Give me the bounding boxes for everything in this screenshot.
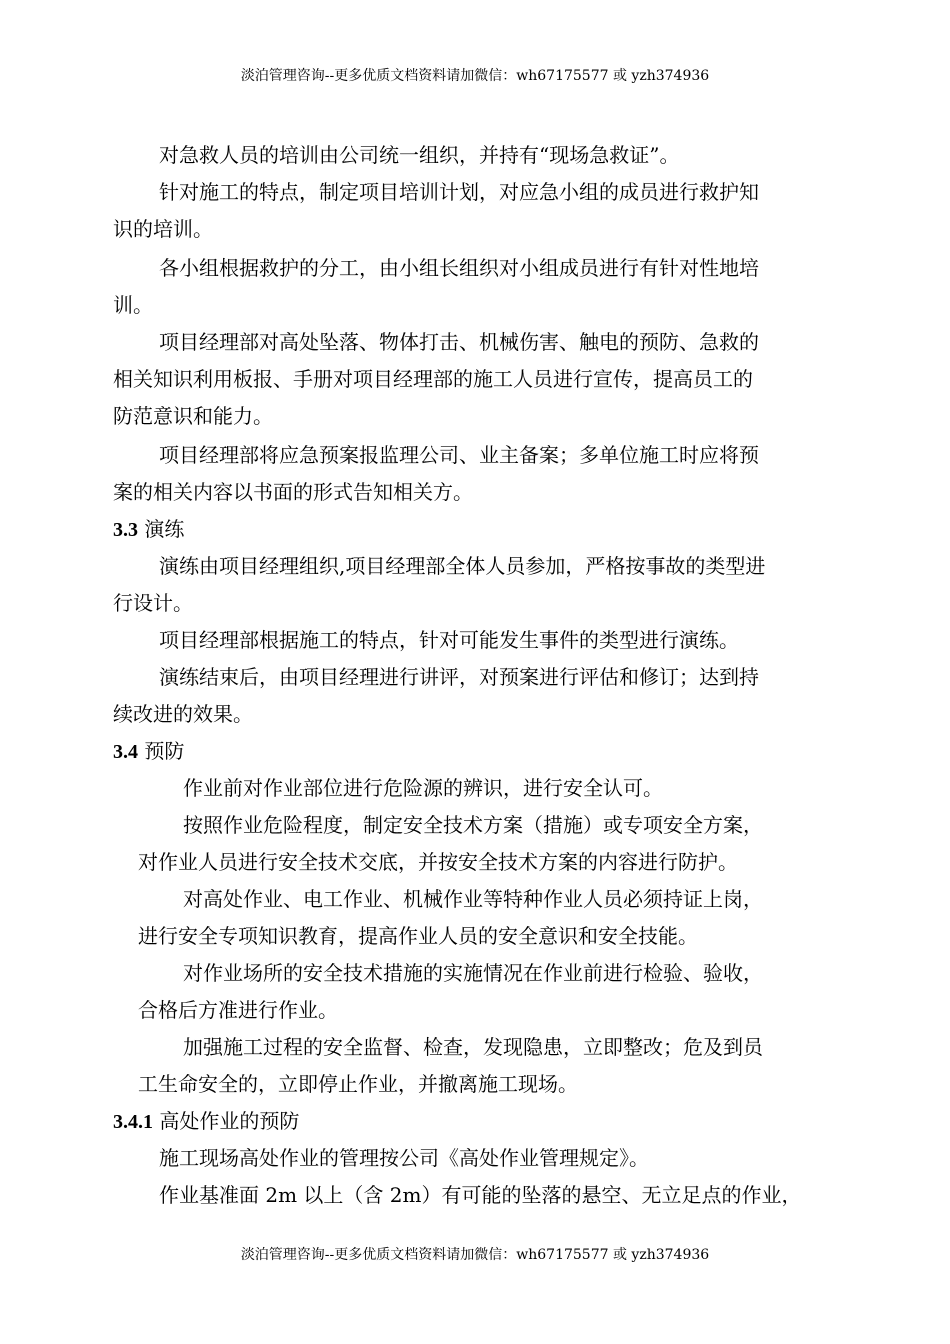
paragraph-line: 续改进的效果。	[113, 702, 253, 726]
paragraph-line: 对作业人员进行安全技术交底，并按安全技术方案的内容进行防护。	[138, 850, 738, 874]
paragraph-line: 识的培训。	[113, 217, 213, 241]
paragraph-line: 训。	[113, 293, 153, 317]
paragraph-line: 作业基准面 2m 以上（含 2m）有可能的坠落的悬空、无立足点的作业，	[159, 1183, 802, 1207]
paragraph-line: 演练由项目经理组织,项目经理部全体人员参加，严格按事故的类型进	[159, 554, 766, 578]
paragraph-line: 进行安全专项知识教育，提高作业人员的安全意识和安全技能。	[138, 924, 698, 948]
section-heading-3-4-1	[113, 1108, 299, 1136]
paragraph-line: 案的相关内容以书面的形式告知相关方。	[113, 480, 473, 504]
paragraph-line: 项目经理部将应急预案报监理公司、业主备案；多单位施工时应将预	[159, 443, 759, 467]
section-title: 高处作业的预防	[159, 1109, 300, 1133]
paragraph-line: 作业前对作业部位进行危险源的辨识，进行安全认可。	[183, 776, 663, 800]
paragraph-line: 施工现场高处作业的管理按公司《高处作业管理规定》。	[159, 1146, 649, 1170]
section-title: 预防	[144, 739, 185, 763]
paragraph-line: 工生命安全的，立即停止作业，并撤离施工现场。	[138, 1072, 578, 1096]
section-heading-3-4	[113, 738, 184, 766]
section-title: 演练	[144, 517, 185, 541]
paragraph-line: 相关知识利用板报、手册对项目经理部的施工人员进行宣传，提高员工的	[113, 367, 753, 391]
paragraph-line: 防范意识和能力。	[113, 404, 273, 428]
paragraph-line: 演练结束后，由项目经理进行讲评，对预案进行评估和修订；达到持	[159, 665, 759, 689]
paragraph-line: 加强施工过程的安全监督、检查，发现隐患，立即整改；危及到员	[183, 1035, 763, 1059]
section-number: 3.4	[113, 741, 138, 763]
paragraph-line: 对急救人员的培训由公司统一组织，并持有“现场急救证”。	[159, 143, 680, 167]
paragraph-line: 按照作业危险程度，制定安全技术方案（措施）或专项安全方案，	[183, 813, 763, 837]
section-number: 3.4.1	[113, 1111, 153, 1133]
paragraph-line: 项目经理部对高处坠落、物体打击、机械伤害、触电的预防、急救的	[159, 330, 759, 354]
paragraph-line: 行设计。	[113, 591, 193, 615]
paragraph-line: 合格后方准进行作业。	[138, 998, 338, 1022]
paragraph-line: 针对施工的特点，制定项目培训计划，对应急小组的成员进行救护知	[159, 180, 759, 204]
section-heading-3-3	[113, 516, 184, 544]
paragraph-line: 对高处作业、电工作业、机械作业等特种作业人员必须持证上岗，	[183, 887, 763, 911]
paragraph-line: 项目经理部根据施工的特点，针对可能发生事件的类型进行演练。	[159, 628, 739, 652]
section-number: 3.3	[113, 519, 138, 541]
paragraph-line: 对作业场所的安全技术措施的实施情况在作业前进行检验、验收，	[183, 961, 763, 985]
paragraph-line: 各小组根据救护的分工，由小组长组织对小组成员进行有针对性地培	[159, 256, 759, 280]
page-header: 淡泊管理咨询--更多优质文档资料请加微信：wh67175577 或 yzh374936	[240, 68, 710, 84]
page-footer: 淡泊管理咨询--更多优质文档资料请加微信：wh67175577 或 yzh374936	[240, 1247, 710, 1263]
